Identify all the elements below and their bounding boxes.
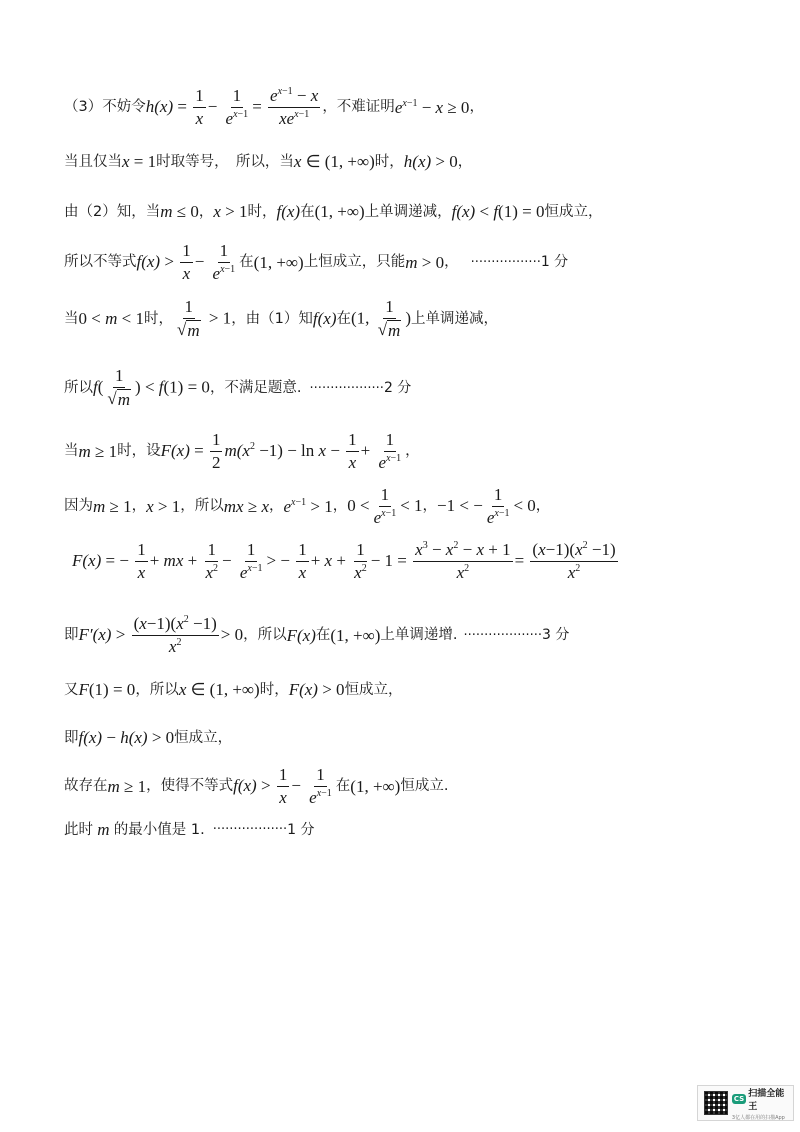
formula: f(x) [312, 309, 337, 329]
text: 在 [300, 203, 315, 220]
text: 的最小值是 1. [113, 821, 205, 838]
text: 又 [64, 681, 79, 698]
text: 当 [64, 310, 79, 327]
formula-h-definition: h(x) = $\frac{1}{x}$ − $\frac{1}{e^{x-1}}$ = $e^{x-1} - x$ $xe^{x-1}$ [145, 86, 319, 129]
score-mark: 2 分 [383, 379, 412, 396]
text: 即 [64, 729, 79, 746]
text: 时，设 [117, 443, 161, 460]
text: 上单调递增. [380, 627, 458, 644]
leader-dots: ··················· [463, 628, 543, 644]
text: ， [535, 498, 551, 515]
formula-F-derivative: F(x) = − $\frac{1}{x}$ + mx + $\frac{1}{x^2}$ − $\frac{1}{e^{x-1}}$ > − $\frac{1}{x}$ + x + $\frac{1}{x^2}$ − 1 = $\frac{x^3 - x^2 - x + 1}{x^2}$ = $\frac{(x-1)(x^2 -1)}{x^2}$ [72, 540, 616, 583]
formula: 1 √ m > 1 [176, 297, 232, 341]
score-mark: 3 分 [542, 627, 570, 644]
formula: f( 1 √ m ) < f(1) = 0 [93, 366, 210, 410]
formula: F′(x) > $\frac{(x-1)(x^2 -1)}{x^2}$ > 0 [78, 614, 244, 657]
formula: (1, +∞) [330, 625, 381, 645]
text: 在 [315, 627, 331, 644]
formula: x ∈ (1, +∞) [178, 680, 260, 699]
text: ，使得不等式 [146, 778, 234, 795]
text: ，由（1）知 [231, 310, 313, 327]
formula: (1, +∞) [253, 252, 304, 272]
text: ，不难证明 [322, 99, 395, 116]
formula: x > 1 [213, 202, 248, 221]
text: ， [457, 153, 473, 170]
formula: f(x) > $\frac{1}{x}$ − $\frac{1}{e^{x-1}}$ [136, 241, 236, 284]
formula: h(x) > 0 [403, 152, 458, 171]
score-mark: 1 分 [540, 254, 569, 271]
formula: m ≥ 1 [78, 441, 118, 461]
line-5 [64, 297, 498, 342]
text: 上恒成立，只能 [303, 254, 406, 271]
text: ， [131, 498, 147, 515]
text: 由（2）知，当 [64, 203, 161, 220]
formula: F(x) > 0 [288, 680, 345, 699]
text: 在 [239, 254, 254, 271]
watermark-tagline: 3亿人都在用的扫描App [731, 1114, 785, 1121]
formula: m ≥ 1 [107, 776, 147, 796]
line-13 [64, 765, 448, 809]
text: ，不满足题意. [209, 379, 302, 396]
text: （3）不妨令 [64, 99, 146, 116]
text: 当 [64, 443, 79, 460]
formula-F-definition: F(x) = $\frac{1}{2}$ $m(x^2 -1) - \ln x$ − $\frac{1}{x}$ + $\frac{1}{e^{x-1}}$ [160, 430, 402, 473]
formula: (1, 1 √ m ) [351, 297, 411, 341]
formula: (1, +∞) [350, 776, 401, 796]
text: ，所以 [135, 681, 179, 698]
text: 所以 [64, 379, 93, 396]
line-4 [64, 241, 568, 285]
text: 当且仅当 [64, 153, 122, 170]
formula: m ≤ 0 [160, 202, 199, 221]
line-6 [64, 366, 411, 411]
formula: F(x) [286, 625, 316, 645]
formula: m ≥ 1 [93, 496, 132, 516]
camscanner-logo-icon: CS [733, 1094, 745, 1103]
line-11 [64, 680, 403, 700]
text: 时， [247, 203, 277, 220]
line-8 [64, 485, 550, 529]
qr-code-icon [704, 1091, 728, 1115]
text: 此时 [64, 821, 93, 838]
formula: f(x) [276, 202, 301, 221]
line-1: （3）不妨令 h(x) = $\frac{1}{x}$ − $\frac{1}{e^{x-1}}$ = $e^{x-1} - x$ $xe^{x-1}$ ，不难证明 $e^{x-1} - x \ge 0$ ， [64, 86, 484, 129]
formula: f(x) > $\frac{1}{x}$ − $\frac{1}{e^{x-1}}$ [233, 765, 332, 808]
text: 因为 [64, 498, 93, 515]
text: 故存在 [64, 778, 108, 795]
leader-dots: ·················· [309, 380, 384, 396]
line-9 [72, 540, 620, 584]
text: 时， [143, 310, 173, 327]
text: 恒成立， [174, 729, 233, 746]
text: 恒成立. [400, 778, 449, 795]
text: 时， [259, 681, 289, 698]
text: ， [268, 498, 284, 515]
leader-dots: ·················· [212, 822, 288, 838]
formula: x = 1 [122, 152, 157, 171]
formula: x > 1 [146, 496, 181, 516]
line-12 [64, 728, 232, 748]
formula: 0 < $\frac{1}{e^{x-1}}$ < 1 [347, 485, 423, 528]
text: ，所以 [243, 627, 287, 644]
text: ， [405, 443, 420, 460]
formula: (1, +∞) [314, 202, 365, 221]
formula: F(1) = 0 [78, 680, 136, 699]
text: 在 [335, 778, 351, 795]
formula: $e^{x-1} > 1$ [283, 496, 333, 516]
formula: 0 < m < 1 [78, 309, 144, 329]
text: 在 [336, 310, 352, 327]
formula: m [93, 820, 114, 839]
leader-dots: ················· [470, 255, 541, 271]
text: ， [332, 498, 348, 515]
text: 所以不等式 [64, 254, 137, 271]
text: 即 [64, 627, 79, 644]
text: 上单调递减， [364, 203, 452, 220]
text: 恒成立， [544, 203, 603, 220]
line-2 [64, 152, 472, 172]
text: 恒成立， [344, 681, 403, 698]
formula: f(x) − h(x) > 0 [78, 728, 175, 747]
text: 上单调递减， [410, 310, 498, 327]
text: 时， [374, 153, 404, 170]
scanner-watermark [697, 1085, 794, 1121]
formula: −1 < − $\frac{1}{e^{x-1}}$ < 0 [437, 485, 536, 528]
text: ， [422, 498, 438, 515]
line-14 [64, 820, 314, 840]
formula: $e^{x-1} - x \ge 0$ [394, 97, 470, 117]
text: ，所以 [180, 498, 224, 515]
formula: f(x) < f(1) = 0 [451, 202, 545, 221]
line-7 [64, 430, 420, 474]
text: ， [198, 203, 214, 220]
line-10 [64, 614, 569, 658]
text: 时取等号， 所以，当 [156, 153, 294, 170]
watermark-app-name: 扫描全能王 [748, 1088, 785, 1112]
score-mark: 1 分 [287, 821, 315, 838]
formula: x ∈ (1, +∞) [293, 152, 375, 171]
formula: m > 0 [405, 252, 445, 272]
text: ， [444, 254, 459, 271]
formula: mx ≥ x [223, 496, 269, 516]
line-3 [64, 202, 602, 222]
